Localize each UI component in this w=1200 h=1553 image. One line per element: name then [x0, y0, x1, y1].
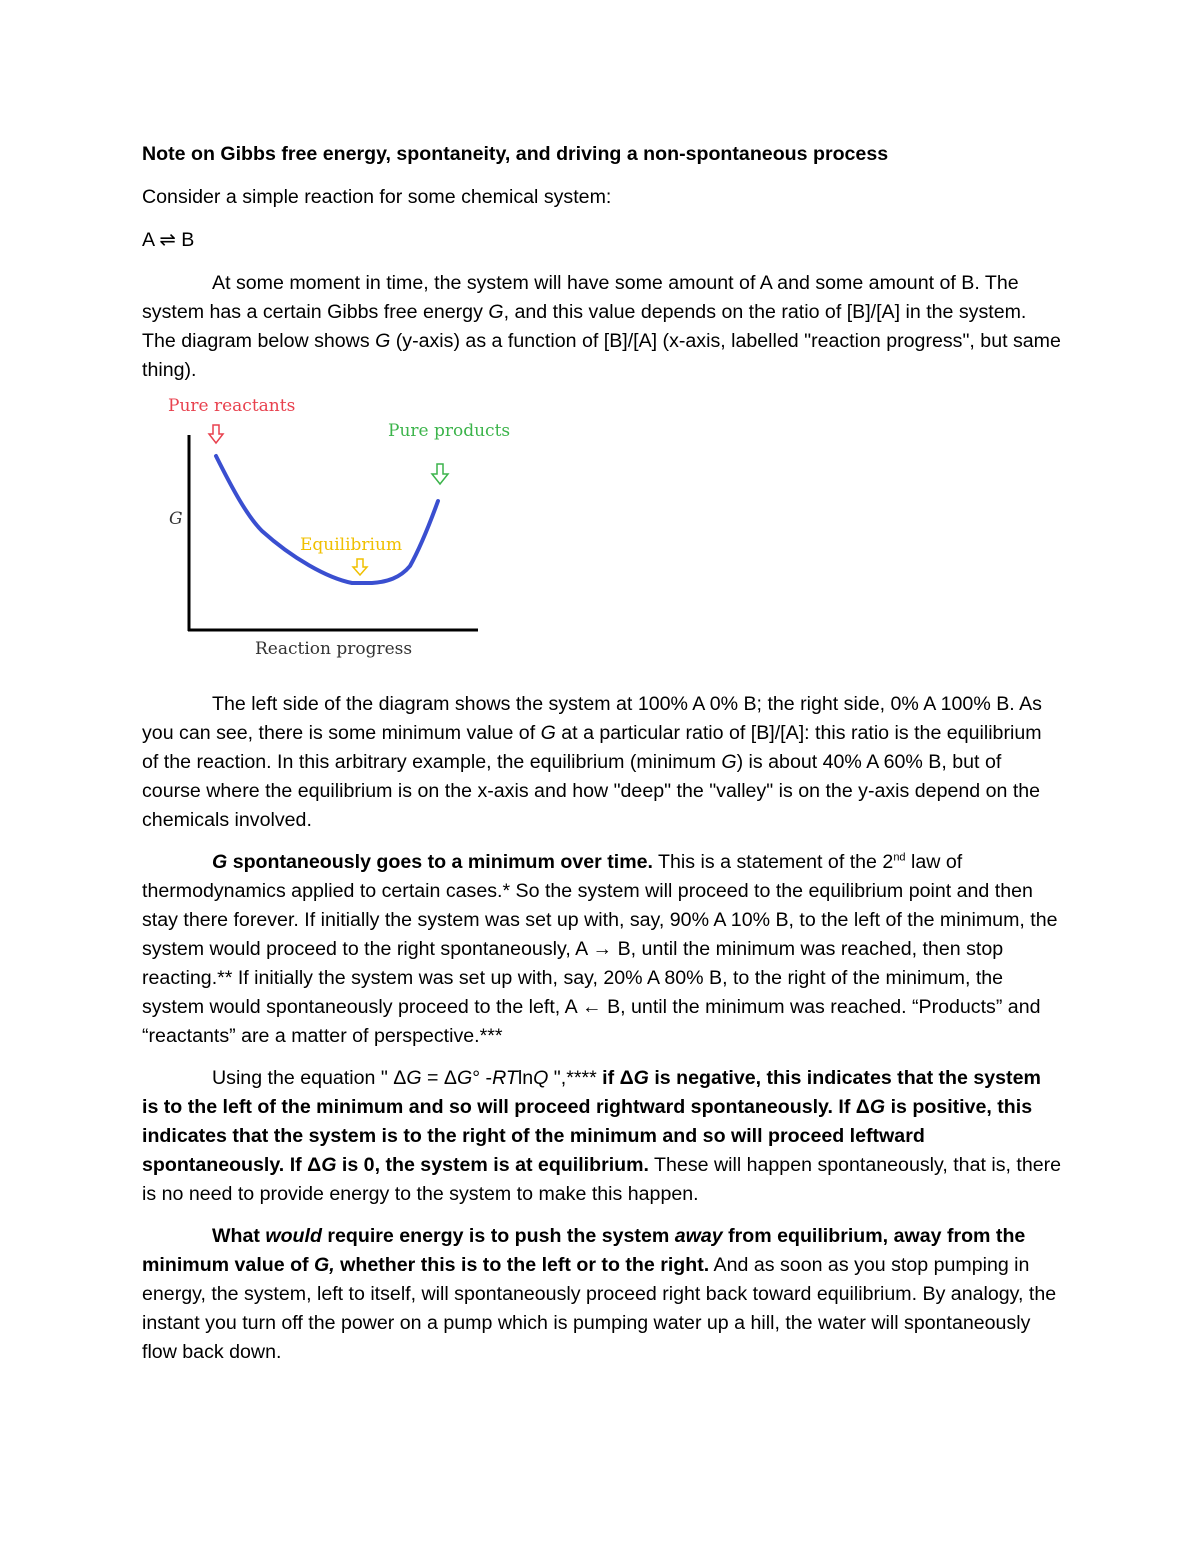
- equilibrium-arrow-icon: [353, 559, 367, 575]
- reaction-equation: A ⇌ B: [142, 229, 195, 251]
- paragraph-5: What would require energy is to push the system away from equilibrium, away from the minimum value of G, whether this is to the left or to the right. And as soon as you stop pumping in energy, the system, left to itself, will spontaneously proceed right back toward equilibrium. By analogy, the instant you turn off the power on a pump which is pumping water up a hill, the water will spontaneously flow back down.: [142, 1225, 1057, 1363]
- pure-products-arrow-icon: [432, 464, 448, 484]
- equilibrium-label: Equilibrium: [300, 535, 403, 555]
- paragraph-1: At some moment in time, the system will have some amount of A and some amount of B. The system has a certain Gibbs free energy G, and this value depends on the ratio of [B]/[A] in the system. The diagram below shows G (y-axis) as a function of [B]/[A] (x-axis, labelled "reaction progress", but same thing).: [142, 272, 1061, 381]
- gibbs-curve: [216, 456, 438, 583]
- pure-reactants-label: Pure reactants: [168, 396, 296, 416]
- gibbs-energy-diagram: [162, 398, 542, 668]
- paragraph-2: The left side of the diagram shows the system at 100% A 0% B; the right side, 0% A 100% B. As you can see, there is some minimum value of G at a particular ratio of [B]/[A]: this ratio is the equilibrium of the reaction. In this arbitrary example, the equilibrium (minimum G) is about 40% A 60% B, but of course where the equilibrium is on the x-axis and how "deep" the "valley" is on the y-axis depend on the chemicals involved.: [142, 693, 1042, 831]
- document-page: [142, 140, 1062, 1380]
- x-axis-label: Reaction progress: [255, 639, 413, 659]
- paragraph-4: Using the equation " ΔG = ΔG° -RTlnQ ",**** if ΔG is negative, this indicates that the system is to the left of the minimum and so will proceed rightward spontaneously. If ΔG is positive, this indicates that the system is to the right of the minimum and so will proceed leftward spontaneously. If ΔG is 0, the system is at equilibrium. These will happen spontaneously, that is, there is no need to provide energy to the system to make this happen.: [142, 1067, 1062, 1205]
- pure-reactants-arrow-icon: [209, 425, 223, 443]
- y-axis-label: G: [169, 509, 183, 529]
- intro-line: Consider a simple reaction for some chemical system:: [142, 186, 612, 208]
- paragraph-3: G spontaneously goes to a minimum over time. This is a statement of the 2nd law of thermodynamics applied to certain cases.* So the system will proceed to the equilibrium point and then stay there forever. If initially the system was set up with, say, 90% A 10% B, to the left of the minimum, the system would proceed to the right spontaneously, A → B, until the minimum was reached, then stop reacting.** If initially the system was set up with, say, 20% A 80% B, to the right of the minimum, the system would spontaneously proceed to the left, A ← B, until the minimum was reached. “Products” and “reactants” are a matter of perspective.***: [142, 851, 1058, 1047]
- pure-products-label: Pure products: [388, 421, 511, 441]
- document-title: Note on Gibbs free energy, spontaneity, and driving a non-spontaneous process: [142, 143, 889, 165]
